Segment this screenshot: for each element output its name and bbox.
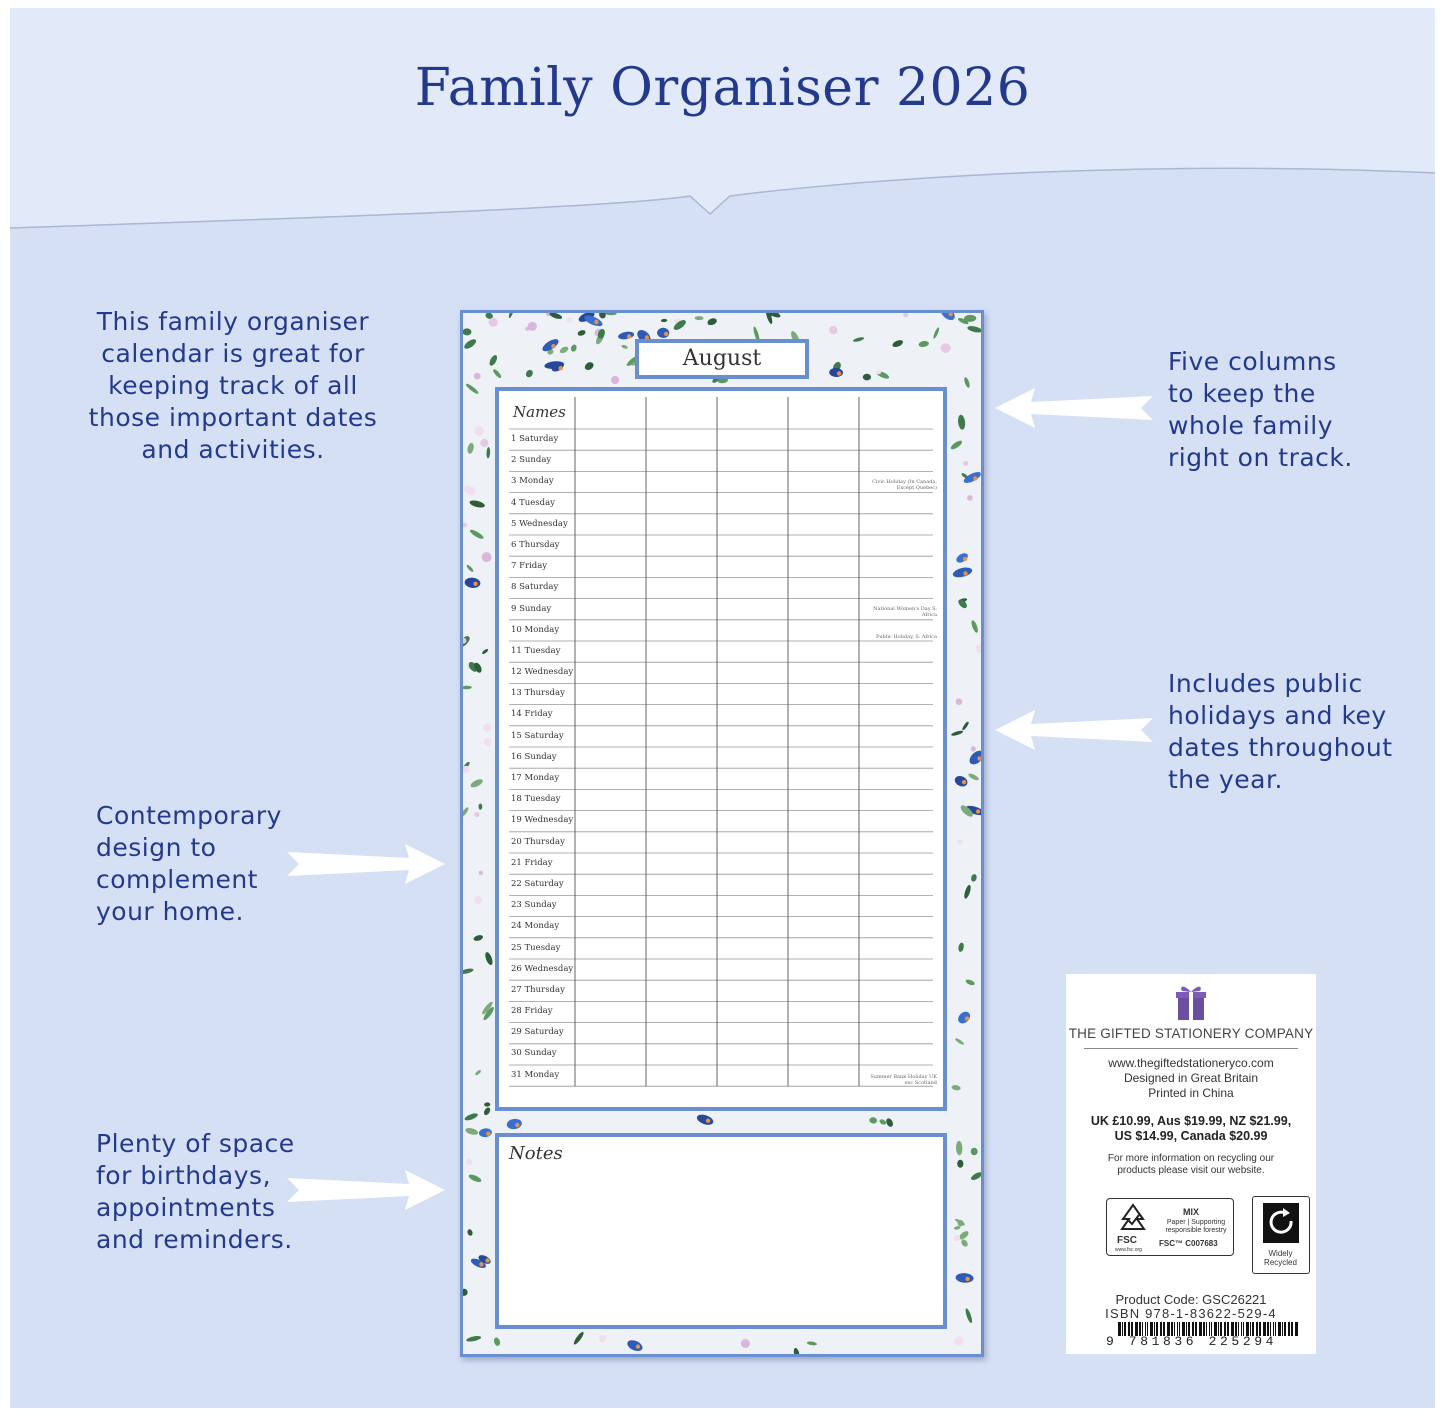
day-row: 12 Wednesday [511,667,574,678]
arrow-right-icon [285,842,445,886]
notes-label: Notes [509,1143,563,1164]
callout-line: dates throughout [1168,733,1393,762]
day-row: 21 Friday [511,857,553,868]
recycled-text: Widely Recycled [1264,1249,1297,1267]
columns-callout [1168,346,1388,474]
intro-line: calendar is great for [101,339,365,368]
day-row: 13 Thursday [511,688,565,699]
design-callout [96,800,316,928]
barcode-digits: 9 781836 225294 [1106,1334,1278,1349]
fsc-paper-text: Paper | Supporting responsible forestry [1165,1219,1227,1234]
family-grid [495,387,947,1111]
day-row: 31 Monday [511,1069,560,1080]
day-row: 11 Tuesday [511,645,561,656]
product-info-label [1066,974,1316,1354]
tree-check-icon [1117,1203,1149,1235]
recycle-icon [1263,1203,1299,1243]
callout-line: for birthdays, [96,1161,272,1190]
product-title: Family Organiser 2026 [414,58,1031,118]
recycled-badge [1252,1196,1310,1274]
callout-line: whole family [1168,411,1334,440]
callout-line: design to [96,833,217,862]
website-text: www.thegiftedstationeryco.com [1108,1056,1274,1070]
names-label: Names [513,403,566,421]
day-row: 28 Friday [511,1006,553,1017]
callout-line: the year. [1168,765,1283,794]
fsc-mix: MIX [1183,1207,1200,1217]
day-row: 7 Friday [511,561,548,572]
holiday-note: Civic Holiday (In Canada, Except Quebec) [872,479,937,491]
day-row: 19 Wednesday [511,815,574,826]
day-row: 2 Sunday [511,455,552,466]
recycling-text: For more information on recycling our [1107,1153,1275,1164]
price-line: US $14.99, Canada $20.99 [1114,1129,1268,1143]
callout-line: holidays and key [1168,701,1387,730]
day-row: 26 Wednesday [511,963,574,974]
isbn: ISBN 978-1-83622-529-4 [1105,1306,1277,1321]
day-row: 16 Sunday [511,751,557,762]
recycling-text: products please visit our website. [1117,1165,1265,1176]
day-row: 25 Tuesday [511,942,561,953]
day-row: 29 Saturday [511,1027,564,1038]
day-row: 14 Friday [511,709,553,720]
month-title: August [635,339,809,379]
day-list [511,429,583,1086]
callout-line: complement [96,865,258,894]
calendar-back-cover [10,8,1435,1408]
day-row: 3 Monday [511,476,554,487]
day-row: 22 Saturday [511,878,564,889]
day-row: 20 Thursday [511,836,565,847]
holiday-note: National Women's Day S. Africa [873,606,937,618]
intro-line: This family organiser [96,307,370,336]
fsc-word: FSC [1117,1235,1137,1246]
day-row: 27 Thursday [511,984,565,995]
envelope-flap [10,8,1435,238]
callout-line: right on track. [1168,443,1353,472]
day-row: 5 Wednesday [511,518,568,529]
product-code: Product Code: GSC26221 [1115,1292,1267,1307]
day-row: 4 Tuesday [511,497,555,508]
day-row: 6 Thursday [511,539,560,550]
price-line: UK £10.99, Aus $19.99, NZ $21.99, [1090,1114,1292,1128]
callout-line: to keep the [1168,379,1316,408]
gift-icon [1176,982,1206,1022]
day-row: 18 Tuesday [511,794,561,805]
callout-line: Plenty of space [96,1129,295,1158]
callout-line: Includes public [1168,669,1363,698]
arrow-left-icon [995,708,1155,752]
company-name: THE GIFTED STATIONERY COMPANY [1068,1026,1314,1041]
intro-text [68,306,398,466]
day-row: 1 Saturday [511,434,559,444]
arrow-left-icon [995,386,1155,430]
fsc-badge [1106,1198,1234,1256]
divider [1084,1048,1298,1049]
printed-text: Printed in China [1148,1086,1234,1100]
intro-line: keeping track of all [108,371,358,400]
holidays-callout [1168,668,1408,796]
notes-area [495,1133,947,1329]
day-row: 10 Monday [511,624,560,635]
callout-line: appointments [96,1193,276,1222]
day-row: 8 Saturday [511,582,559,593]
day-row: 9 Sunday [511,603,552,614]
callout-line: Five columns [1168,347,1337,376]
intro-line: and activities. [141,435,325,464]
holiday-note: Public Holiday, S. Africa [875,634,937,640]
calendar-page-preview [460,310,984,1357]
fsc-code: FSC™ C007683 [1159,1239,1218,1248]
day-row: 30 Sunday [511,1048,557,1059]
designed-text: Designed in Great Britain [1123,1071,1259,1085]
intro-line: those important dates [88,403,378,432]
day-row: 24 Monday [511,921,560,932]
day-row: 23 Sunday [511,900,557,911]
space-callout [96,1128,316,1256]
holiday-note: Summer Bank Holiday UK exc Scotland [870,1074,937,1086]
fsc-url: www.fsc.org [1115,1247,1142,1253]
callout-line: your home. [96,897,244,926]
callout-line: and reminders. [96,1225,293,1254]
callout-line: Contemporary [96,801,282,830]
arrow-right-icon [285,1168,445,1212]
day-row: 15 Saturday [511,730,564,741]
day-row: 17 Monday [511,773,560,783]
